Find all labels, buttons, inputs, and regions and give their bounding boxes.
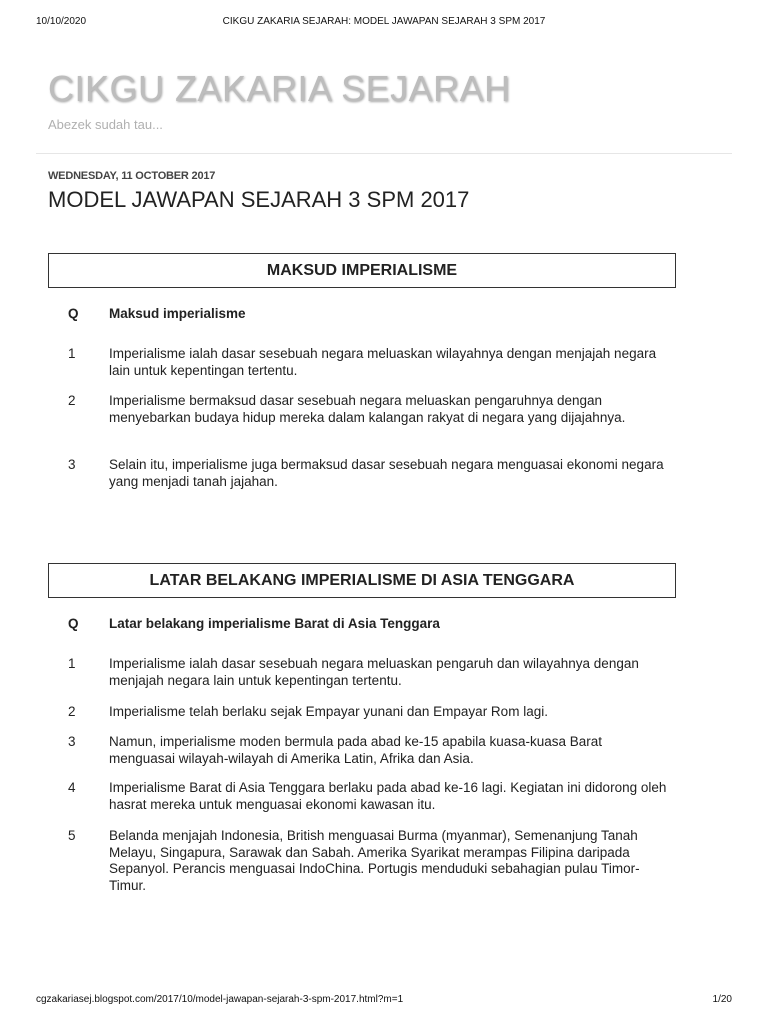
answer-text: Namun, imperialisme moden bermula pada abad ke-15 apabila kuasa-kuasa Barat menguasai wilayah-wilayah di Amerika Latin, Afrika dan Asia.	[109, 734, 603, 766]
answer-text: Imperialisme ialah dasar sesebuah negara meluaskan wilayahnya dengan menjajah negara lain untuk kepentingan tertentu.	[109, 346, 657, 378]
answer-text: Imperialisme ialah dasar sesebuah negara meluaskan pengaruh dan wilayahnya dengan menjajah negara lain untuk kepentingan tertentu.	[109, 656, 639, 688]
answer-text: Imperialisme bermaksud dasar sesebuah negara meluaskan pengaruhnya dengan menyebarkan budaya hidup mereka dalam kalangan rakyat di negara yang dijajahnya.	[109, 393, 626, 425]
print-title: CIKGU ZAKARIA SEJARAH: MODEL JAWAPAN SEJARAH 3 SPM 2017	[222, 16, 546, 27]
question-label: Q	[68, 306, 79, 321]
question-text: Maksud imperialisme	[109, 306, 246, 321]
question-label: Q	[68, 616, 79, 631]
post-title[interactable]: MODEL JAWAPAN SEJARAH 3 SPM 2017	[48, 187, 470, 212]
blog-title[interactable]: CIKGU ZAKARIA SEJARAH	[48, 68, 511, 109]
answer-text: Selain itu, imperialisme juga bermaksud dasar sesebuah negara menguasai ekonomi negara yang menjadi tanah jajahan.	[109, 457, 664, 489]
answer-number: 2	[68, 393, 76, 408]
blog-description: Abezek sudah tau...	[48, 117, 163, 132]
print-date: 10/10/2020	[36, 16, 87, 27]
page-number: 1/20	[712, 994, 732, 1005]
section-heading-latar-belakang: LATAR BELAKANG IMPERIALISME DI ASIA TENGGARA	[48, 563, 676, 598]
answer-text: Imperialisme telah berlaku sejak Empayar yunani dan Empayar Rom lagi.	[109, 704, 548, 719]
question-text: Latar belakang imperialisme Barat di Asia Tenggara	[109, 616, 440, 631]
header-divider	[36, 153, 732, 154]
answer-text: Imperialisme Barat di Asia Tenggara berlaku pada abad ke-16 lagi. Kegiatan ini didorong oleh hasrat mereka untuk menguasai ekonomi kawasan itu.	[109, 780, 667, 812]
answer-text: Belanda menjajah Indonesia, British menguasai Burma (myanmar), Semenanjung Tanah Melayu, Singapura, Sarawak dan Sabah. Amerika Syarikat merampas Filipina daripada Sepanyol. Perancis menguasai IndoChina. Portugis menduduki sebahagian pulau Timor-Timur.	[109, 828, 640, 893]
section-heading-maksud: MAKSUD IMPERIALISME	[48, 253, 676, 288]
answer-number: 1	[68, 346, 76, 361]
answer-number: 5	[68, 828, 76, 843]
print-header	[36, 16, 732, 30]
answer-number: 2	[68, 704, 76, 719]
answer-number: 3	[68, 457, 76, 472]
answer-number: 3	[68, 734, 76, 749]
post-date: WEDNESDAY, 11 OCTOBER 2017	[48, 170, 216, 182]
page-url[interactable]: cgzakariasej.blogspot.com/2017/10/model-jawapan-sejarah-3-spm-2017.html?m=1	[36, 994, 404, 1005]
answer-number: 1	[68, 656, 76, 671]
answer-number: 4	[68, 780, 76, 795]
